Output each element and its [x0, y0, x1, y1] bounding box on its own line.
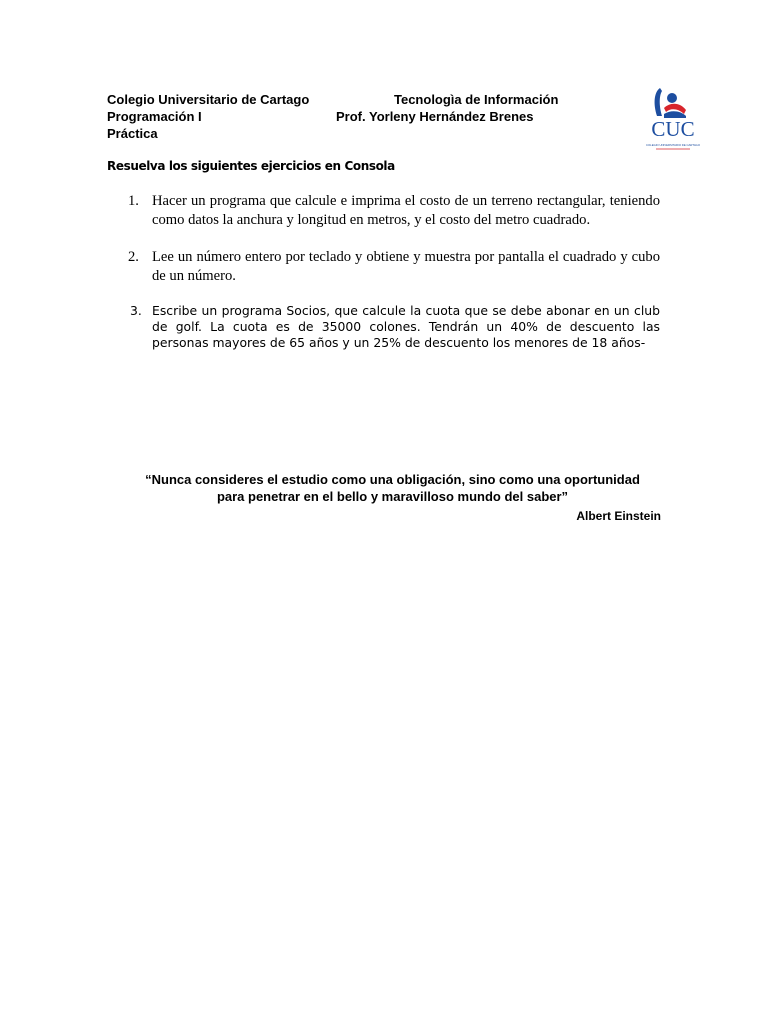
- course-name: Programación I: [107, 109, 202, 124]
- institution-name: Colegio Universitario de Cartago: [107, 92, 310, 107]
- quote-line-2: para penetrar en el bello y maravilloso mundo del saber”: [216, 489, 569, 504]
- logo-wordmark: CUC: [651, 117, 695, 141]
- exercise-number: 2.: [128, 249, 139, 265]
- exercise-text: Lee un número entero por teclado y obtiene y muestra por pantalla el cuadrado y cubo de un número.: [152, 249, 660, 284]
- department-name: Tecnologìa de Información: [394, 92, 559, 107]
- logo-subtext: COLEGIO UNIVERSITARIO DE CARTAGO: [645, 143, 701, 147]
- exercise-number: 3.: [130, 303, 142, 318]
- exercise-number: 1.: [128, 193, 139, 209]
- quote-author: Albert Einstein: [576, 509, 661, 523]
- quote-line-1: “Nunca consideres el estudio como una obligación, sino como una oportunidad: [145, 472, 640, 487]
- exercise-text: Hacer un programa que calcule e imprima el costo de un terreno rectangular, teniendo como datos la anchura y longitud en metros, y el costo del metro cuadrado.: [152, 193, 660, 228]
- document-type: Práctica: [107, 126, 158, 141]
- instructions-heading: Resuelva los siguientes ejercicios en Consola: [107, 159, 395, 173]
- professor-name: Prof. Yorleny Hernández Brenes: [336, 109, 534, 124]
- logo-emblem-left: [655, 88, 662, 116]
- exercise-text: Escribe un programa Socios, que calcule la cuota que se debe abonar en un club de golf. La cuota es de 35000 colones. Tendrán un 40% de descuento las personas mayores de 65 años y un 25% de descuento los menores de 18 años-: [152, 303, 660, 350]
- cuc-logo: [640, 84, 706, 154]
- logo-emblem-head: [667, 93, 677, 103]
